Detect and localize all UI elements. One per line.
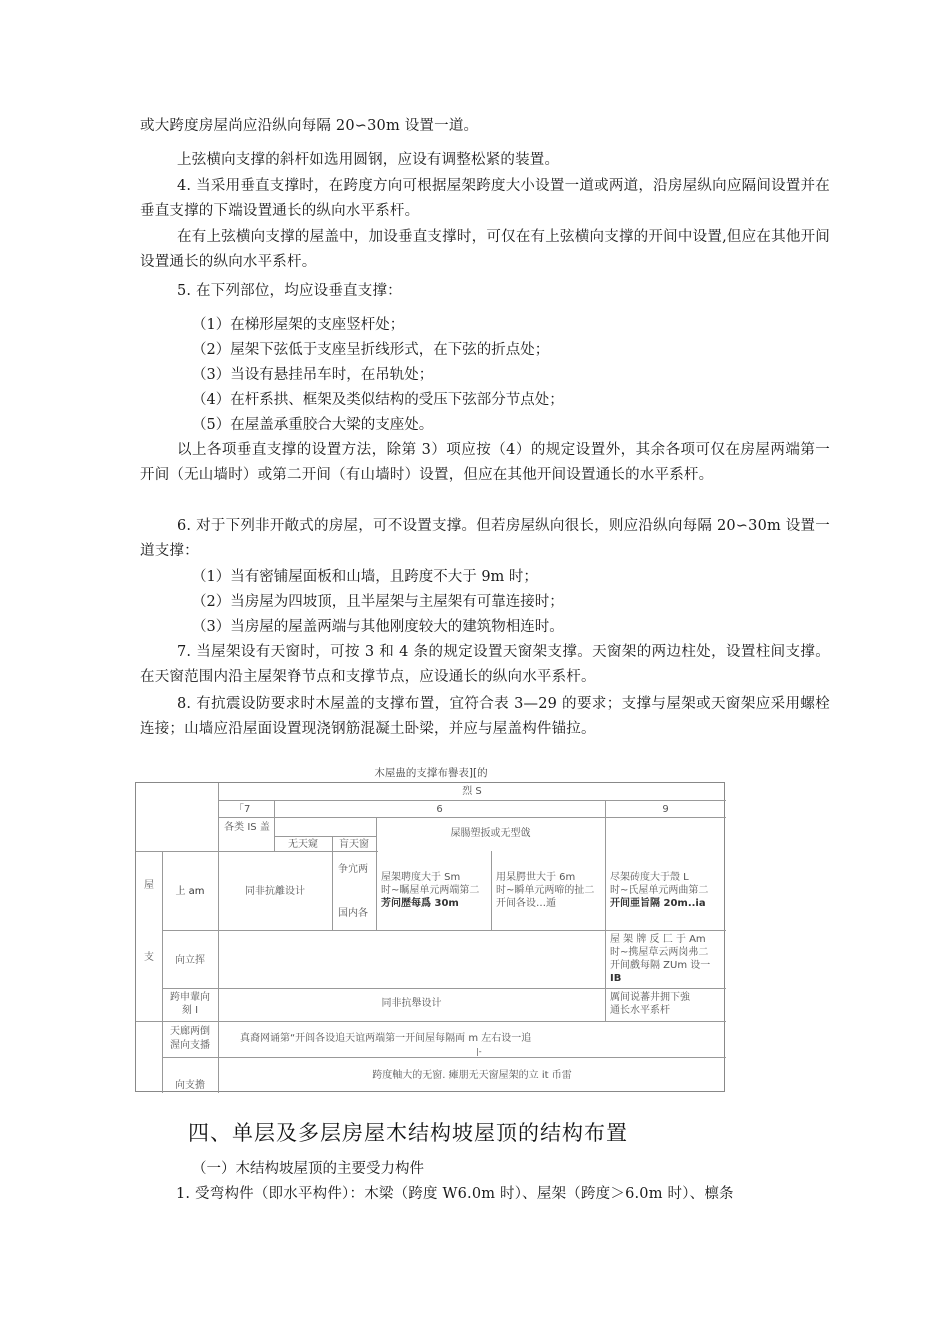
paragraph-2: 上弦横向支撑的斜杆如选用圆钢，应设有调整松紧的装置。 [177,152,560,168]
paragraph-4: 以上各项垂直支撑的设置方法，除第 3）项应按（4）的规定设置外，其余各项可仅在房屋两端第一开间（无山墙时）或第二开间（有山墙时）设置，但应在其他开间设置通长的水平系杆。 [140,442,830,483]
row1-col-b2: 国内各 [338,908,368,919]
row1-col-d2: 时~瞬单元两啼的扯二 [496,885,595,896]
header-col-7: 「7 [234,804,251,815]
bracing-table [135,765,727,1093]
row1-col-c1: 屋架聘度大于 Sm [381,872,461,883]
row2-col-e3: 开间戲每隔 ZUm 设一 [610,960,711,971]
side-label-2: 支 [144,952,154,963]
row2-label: 向立挥 [175,955,205,966]
header-no-skylight: 无天窥 [288,839,318,850]
row1-col-e2: 时~氏屋单元两曲第二 [610,885,709,896]
header-col-9: 9 [662,804,669,815]
section-heading: 四、单层及多层房屋木结构坡屋顶的结构布置 [188,1121,628,1145]
paragraph-1: 或大跨度房屋尚应沿纵向每隔 20∽30m 设置一道。 [140,118,479,134]
list-item: （2）屋架下弦低于支座呈折线形式，在下弦的折点处； [192,342,550,358]
paragraph-3: 在有上弦横向支撑的屋盖中，加设垂直支撑时，可仅在有上弦横向支撑的开间中设置,但应在其他开间设置通长的纵向水平系杆。 [140,229,830,270]
row1-col-c3: 芳问歴每爲 30m [381,898,459,909]
table-grid [135,782,725,1092]
row3-mid: 同非抗舉设计 [381,998,442,1009]
row4-sub: |- [476,1047,482,1056]
header-has-skylight: 肓天窗 [339,839,369,850]
row2-col-e2: 时~携屋草云两岗弗二 [610,947,709,958]
row4-label-1: 天廊两倒 [170,1026,210,1037]
row1-col-c2: 时~瞩屋单元两端第二 [381,885,480,896]
row2-col-e1: 屋 架 牌 反 匚 于 Am [610,934,706,945]
row1-col-e1: 尽架砖度大于殼 L [610,872,689,883]
row1-col-d3: 开间各设…遁 [496,898,556,909]
row1-col-b1: 争宂两 [338,864,368,875]
list-item: （3）当设有悬挂吊车时，在吊轨处； [192,367,434,383]
row3-label-1: 跨申輩向 [170,992,210,1003]
list-item: （5）在屋盖承重胶合大梁的支座处。 [192,417,434,433]
paragraph-item-4: 4. 当采用垂直支撑时，在跨度方向可根据屋架跨度大小设置一道或两道，沿房屋纵向应隔间设置并在垂直支撑的下端设置通长的纵向水平系杆。 [140,178,830,219]
paragraph-item-6: 6. 对于下列非开敞式的房屋，可不设置支撑。但若房屋纵向很长，则应沿纵向每隔 20∽30m 设置一道支撑： [140,518,830,559]
list-item: （4）在杆系拱、框架及类似结构的受压下弦部分节点处； [192,392,564,408]
list-item: （3）当房屋的屋盖两端与其他刚度较大的建筑物相连时。 [192,619,564,635]
list-item: （1）当有密铺屋面板和山墙，且跨度不大于 9m 时； [192,569,538,585]
header-intensity: 烈 S [462,786,482,797]
paragraph-item-5: 5. 在下列部位，均应设垂直支撑： [177,283,402,299]
row1-col-d1: 用杲腭世大于 6m [496,872,576,883]
last-line: 1. 受弯构件（即水平构件）：木梁（跨度 W6.0m 时）、屋架（跨度＞6.0m 时）、檩条 [176,1186,734,1202]
row2-col-e4: IB [610,973,622,984]
subsection-heading: （一）木结构坡屋顶的主要受力构件 [192,1161,424,1177]
row4-label-2: 渥向支播 [170,1040,210,1051]
header-board: 屎腸塑扳或无型戗 [450,828,531,839]
table-title: 木屋蛊的支撑布譽表][的 [374,767,488,779]
row1-col-a: 同非抗離设计 [245,886,305,897]
side-label-1: 屋 [144,880,154,891]
row3-col-e1: 厲间说蕃井拥下強 [610,992,690,1003]
row4-text: 真裔网诵第“开闾各设追天谊两端第一开间屋每隔両 m 左右设一追 [240,1033,532,1044]
paragraph-item-7: 7. 当屋架设有天窗时，可按 3 和 4 条的规定设置天窗架支撑。天窗架的两边柱处，设置柱间支撑。在天窗范围内沿主屋架脊节点和支撑节点，应设通长的纵向水平系杆。 [140,644,830,685]
row3-col-e2: 通长水平系杆 [610,1005,670,1016]
row5-label: 向支擔 [175,1080,205,1091]
header-col-8: 6 [436,804,443,815]
row1-col-e3: 开间亜旨隔 20m..ia [610,898,706,909]
list-item: （1）在梯形屋架的支座竖杆处； [192,317,405,333]
paragraph-item-8: 8. 有抗震设防要求时木屋盖的支撑布置，宜符合表 3—29 的要求；支撑与屋架或天窗架应采用螺栓连接；山墙应沿屋面设置现浇钢筋混凝土卧梁，并应与屋盖构件锚拉。 [140,696,830,737]
row5-text: 跨度軸大的无窗. 瘫朋无天窗屋架的立 it 币雷 [372,1070,572,1081]
list-item: （2）当房屋为四坡顶，且半屋架与主屋架有可靠连接时； [192,594,564,610]
row3-label-2: 刻 I [181,1005,199,1016]
header-roof-type: 各类 IS 盖 [224,822,270,833]
row1-label: 上 am [175,886,205,897]
